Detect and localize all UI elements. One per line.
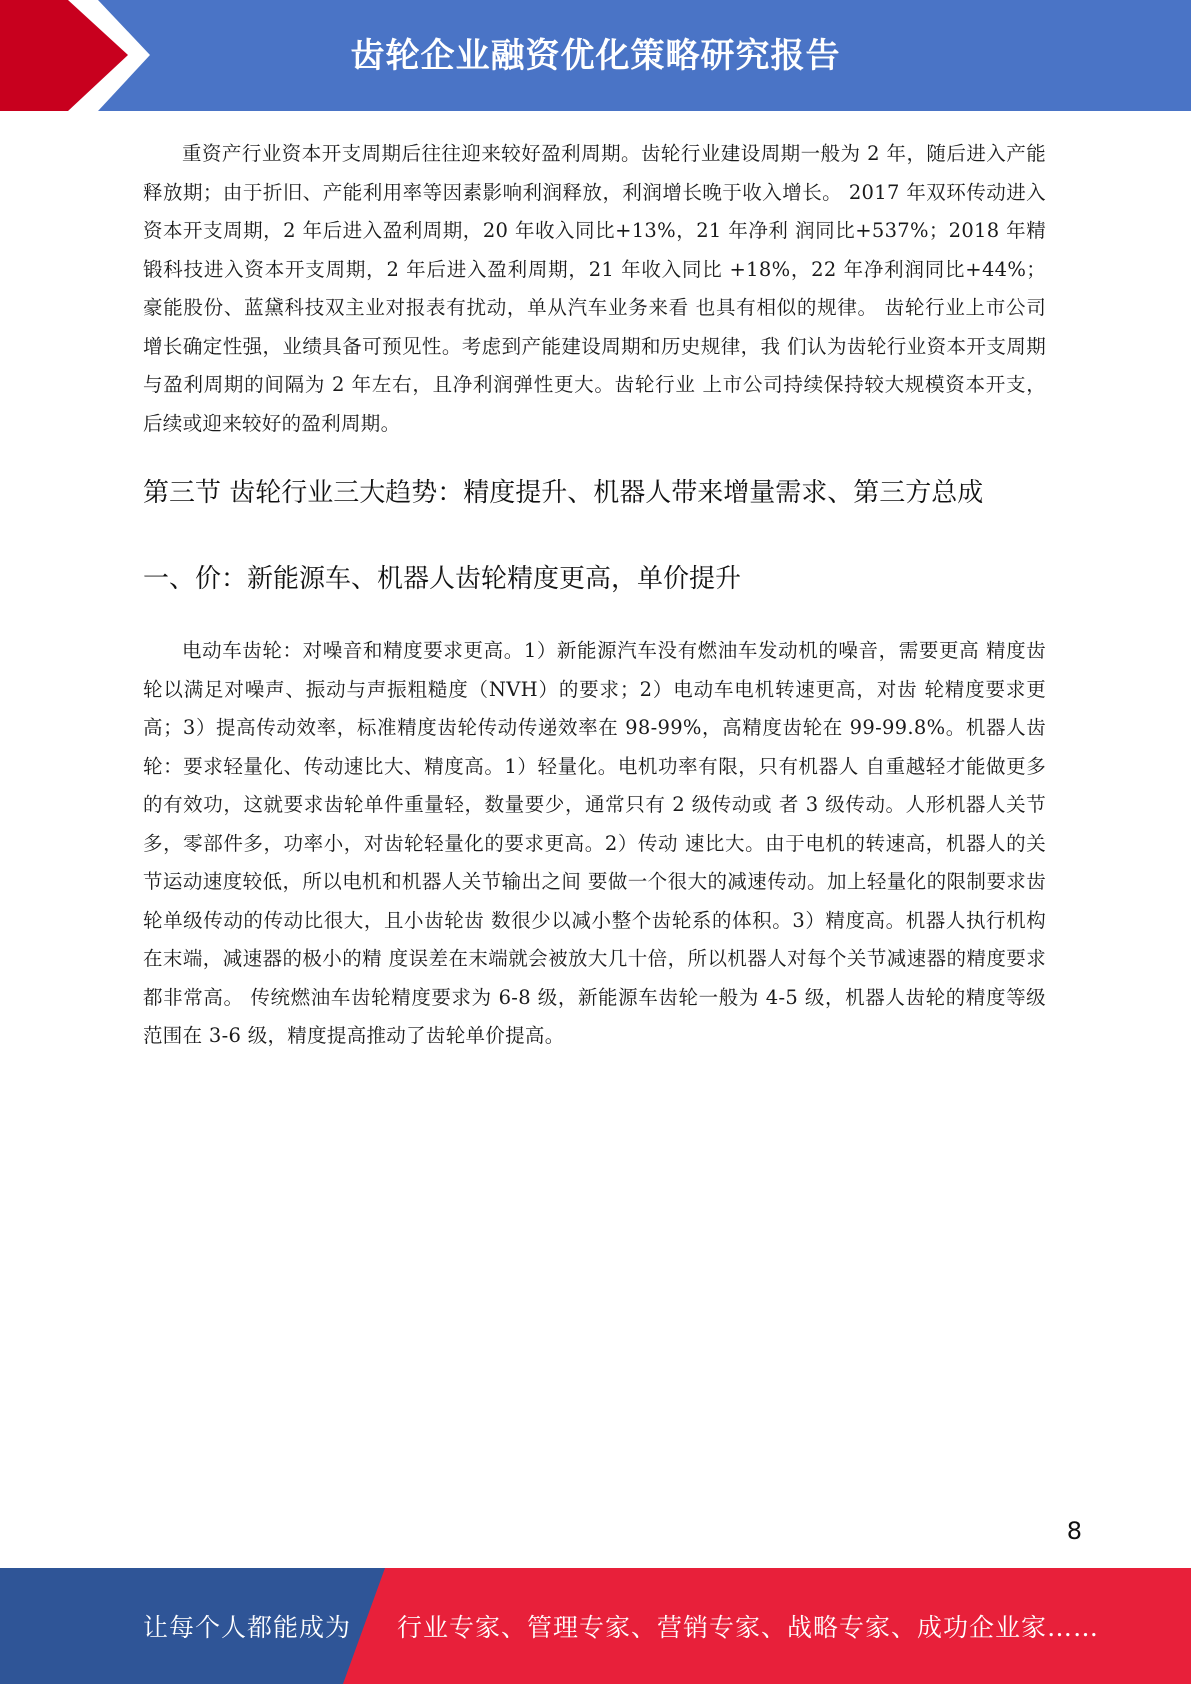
page-footer [0, 1568, 1191, 1684]
report-title: 齿轮企业融资优化策略研究报告 [350, 36, 841, 76]
page-header [0, 0, 1191, 111]
body-paragraph-gear-precision: 电动车齿轮：对噪音和精度要求更高。1）新能源汽车没有燃油车发动机的噪音，需要更高 精度齿轮以满足对噪声、振动与声振粗糙度（NVH）的要求；2）电动车电机转速更高，对齿 轮精度要求更高；3）提高传动效率，标准精度齿轮传动传递效率在 98-99%，高精度齿轮在 99-99.8%。机器人齿轮：要求轻量化、传动速比大、精度高。1）轻量化。电机功率有限，只有机器人 自重越轻才能做更多的有效功，这就要求齿轮单件重量轻，数量要少，通常只有 2 级传动或 者 3 级传动。人形机器人关节多，零部件多，功率小，对齿轮轻量化的要求更高。2）传动 速比大。由于电机的转速高，机器人的关节运动速度较低，所以电机和机器人关节输出之间 要做一个很大的减速传动。加上轻量化的限制要求齿轮单级传动的传动比很大，且小齿轮齿 数很少以减小整个齿轮系的体积。3）精度高。机器人执行机构在末端，减速器的极小的精 度误差在末端就会被放大几十倍，所以机器人对每个关节减速器的精度要求都非常高。 传统燃油车齿轮精度要求为 6-8 级，新能源车齿轮一般为 4-5 级，机器人齿轮的精度等级 范围在 3-6 级，精度提高推动了齿轮单价提高。 [143, 639, 1046, 1047]
section-heading: 第三节 齿轮行业三大趋势：精度提升、机器人带来增量需求、第三方总成 [143, 478, 984, 508]
footer-slogan-right: 行业专家、管理专家、营销专家、战略专家、成功企业家…… [397, 1613, 1100, 1642]
main-content [143, 135, 1046, 1056]
page-number: 8 [1066, 1517, 1082, 1545]
sub-heading: 一、价：新能源车、机器人齿轮精度更高，单价提升 [143, 564, 742, 594]
footer-slogan-left: 让每个人都能成为 [143, 1613, 352, 1642]
body-paragraph-capex-cycle: 重资产行业资本开支周期后往往迎来较好盈利周期。齿轮行业建设周期一般为 2 年，随后进入产能释放期；由于折旧、产能利用率等因素影响利润释放，利润增长晚于收入增长。 2017 年双环传动进入资本开支周期，2 年后进入盈利周期，20 年收入同比+13%，21 年净利 润同比+537%；2018 年精锻科技进入资本开支周期，2 年后进入盈利周期，21 年收入同比 +18%，22 年净利润同比+44%；豪能股份、蓝黛科技双主业对报表有扰动，单从汽车业务来看 也具有相似的规律。 齿轮行业上市公司增长确定性强，业绩具备可预见性。考虑到产能建设周期和历史规律，我 们认为齿轮行业资本开支周期与盈利周期的间隔为 2 年左右，且净利润弹性更大。齿轮行业 上市公司持续保持较大规模资本开支，后续或迎来较好的盈利周期。 [143, 142, 1046, 435]
